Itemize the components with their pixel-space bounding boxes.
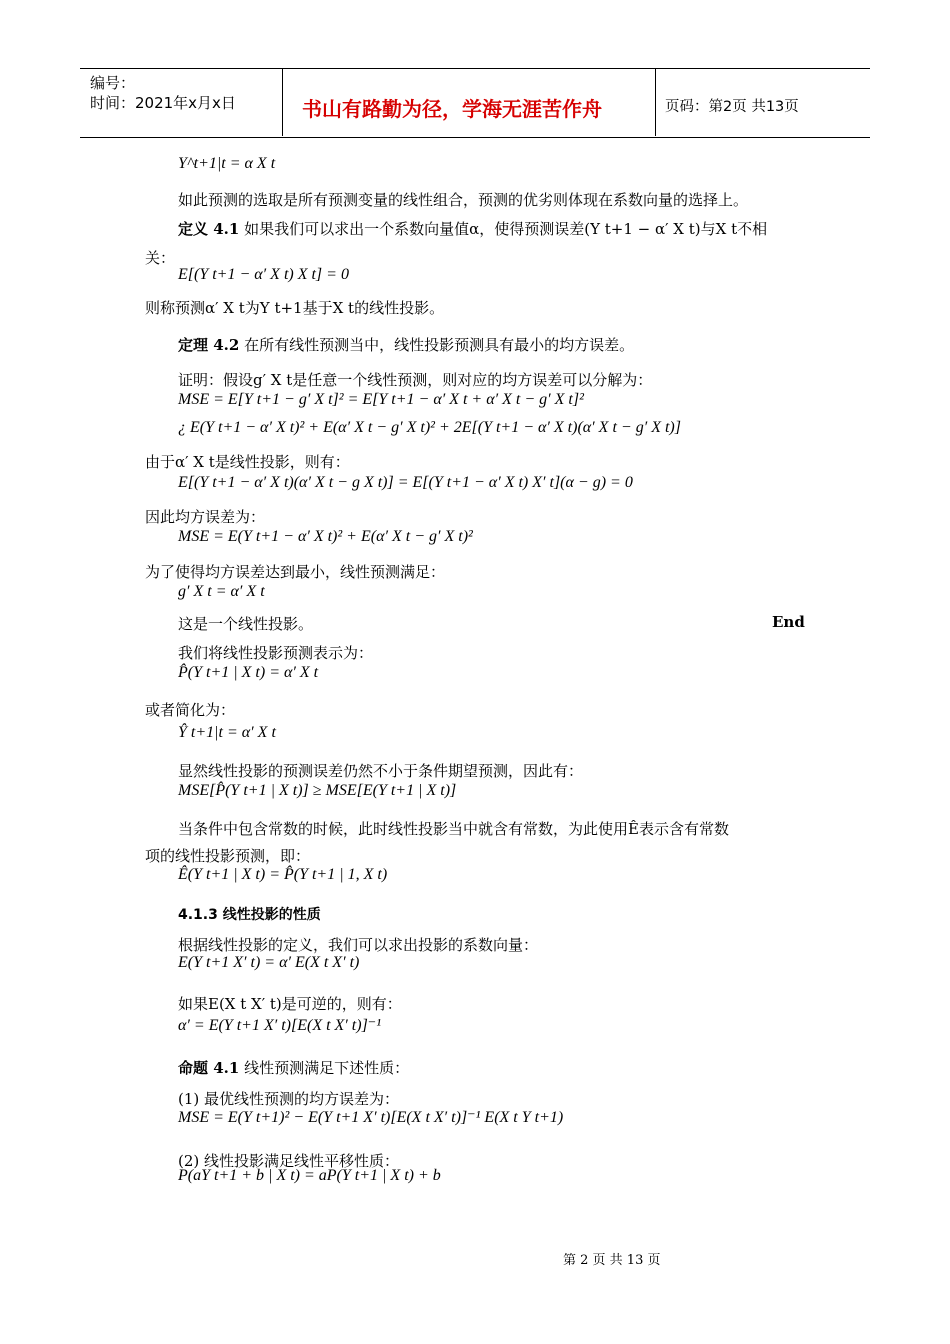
definition-text: 如果我们可以求出一个系数向量值α，使得预测误差(Y t+1 − α′ X t)与X t不相 xyxy=(244,220,768,238)
formula-line: g′ X t = α′ X t xyxy=(178,583,265,600)
paragraph-line: 我们将线性投影预测表示为： xyxy=(178,644,374,662)
theorem-line xyxy=(178,334,634,355)
formula-line: E(Y t+1 X′ t) = α′ E(X t X′ t) xyxy=(178,954,360,971)
header-motto: 书山有路勤为径，学海无涯苦作舟 xyxy=(302,97,602,121)
formula-line: MSE = E(Y t+1)² − E(Y t+1 X′ t)[E(X t X′ t)]⁻¹ E(X t Y t+1) xyxy=(178,1109,564,1126)
paragraph-line: 这是一个线性投影。 xyxy=(178,615,314,633)
formula-line: MSE[P̂(Y t+1 | X t)] ≥ MSE[E(Y t+1 | X t)] xyxy=(178,782,457,799)
paragraph-line: 或者简化为： xyxy=(145,701,236,719)
header-divider xyxy=(282,68,283,136)
formula-line: Ê(Y t+1 | X t) = P̂(Y t+1 | 1, X t) xyxy=(178,866,388,883)
formula-line: P(aY t+1 + b | X t) = aP(Y t+1 | X t) + b xyxy=(178,1167,441,1184)
paragraph-line: 则称预测α′ X t为Y t+1基于X t的线性投影。 xyxy=(145,299,445,317)
formula-line: E[(Y t+1 − α′ X t)(α′ X t − g X t)] = E[(Y t+1 − α′ X t) X′ t](α − g) = 0 xyxy=(178,474,633,491)
formula-line: E[(Y t+1 − α′ X t) X t] = 0 xyxy=(178,266,349,283)
paragraph-line: (1) 最优线性预测的均方误差为： xyxy=(178,1090,400,1108)
section-heading: 4.1.3 线性投影的性质 xyxy=(178,907,321,923)
formula-line: Y^t+1|t = α X t xyxy=(178,155,276,172)
header-page-info: 页码：第2页 共13页 xyxy=(665,99,799,115)
paragraph-line: 项的线性投影预测，即： xyxy=(145,847,311,865)
proposition-text: 线性预测满足下述性质： xyxy=(244,1059,410,1077)
definition-label: 定义 4.1 xyxy=(178,220,240,238)
formula-line: MSE = E(Y t+1 − α′ X t)² + E(α′ X t − g′ X t)² xyxy=(178,528,473,545)
proposition-line xyxy=(178,1057,409,1078)
formula-line: MSE = E[Y t+1 − g′ X t]² = E[Y t+1 − α′ X t + α′ X t − g′ X t]² xyxy=(178,391,584,408)
proposition-label: 命题 4.1 xyxy=(178,1059,240,1077)
paragraph-line: 根据线性投影的定义，我们可以求出投影的系数向量： xyxy=(178,936,539,954)
paragraph-line: 因此均方误差为： xyxy=(145,508,266,526)
formula-line: ¿ E(Y t+1 − α′ X t)² + E(α′ X t − g′ X t)² + 2E[(Y t+1 − α′ X t)(α′ X t − g′ X t)] xyxy=(178,419,681,436)
theorem-label: 定理 4.2 xyxy=(178,336,240,354)
paragraph-line: 证明：假设g′ X t是任意一个线性预测，则对应的均方误差可以分解为： xyxy=(178,371,653,389)
paragraph-line: 当条件中包含常数的时候，此时线性投影当中就含有常数，为此使用Ê表示含有常数 xyxy=(178,820,729,838)
paragraph-line: 如此预测的选取是所有预测变量的线性组合，预测的优劣则体现在系数向量的选择上。 xyxy=(178,191,749,209)
formula-line: P̂(Y t+1 | X t) = α′ X t xyxy=(178,664,319,681)
paragraph-line: (2) 线性投影满足线性平移性质： xyxy=(178,1152,400,1170)
paragraph-line: 显然线性投影的预测误差仍然不小于条件期望预测，因此有： xyxy=(178,762,584,780)
page-footer: 第 2 页 共 13 页 xyxy=(563,1253,661,1268)
paragraph-line: 为了使得均方误差达到最小，线性预测满足： xyxy=(145,563,446,581)
theorem-text: 在所有线性预测当中，线性投影预测具有最小的均方误差。 xyxy=(244,336,635,354)
paragraph-line: 如果E(X t X′ t)是可逆的，则有： xyxy=(178,995,402,1013)
proof-end-mark: End xyxy=(772,613,805,631)
paragraph-line: 关： xyxy=(145,249,176,267)
header-divider xyxy=(655,68,656,136)
formula-line: α′ = E(Y t+1 X′ t)[E(X t X′ t)]⁻¹ xyxy=(178,1017,382,1034)
paragraph-line: 由于α′ X t是线性投影，则有： xyxy=(145,453,350,471)
doc-time-label: 时间：2021年x月x日 xyxy=(90,94,236,112)
definition-line xyxy=(178,218,767,239)
formula-line: Ŷ t+1|t = α′ X t xyxy=(178,724,276,741)
doc-number-label: 编号： xyxy=(90,74,136,92)
